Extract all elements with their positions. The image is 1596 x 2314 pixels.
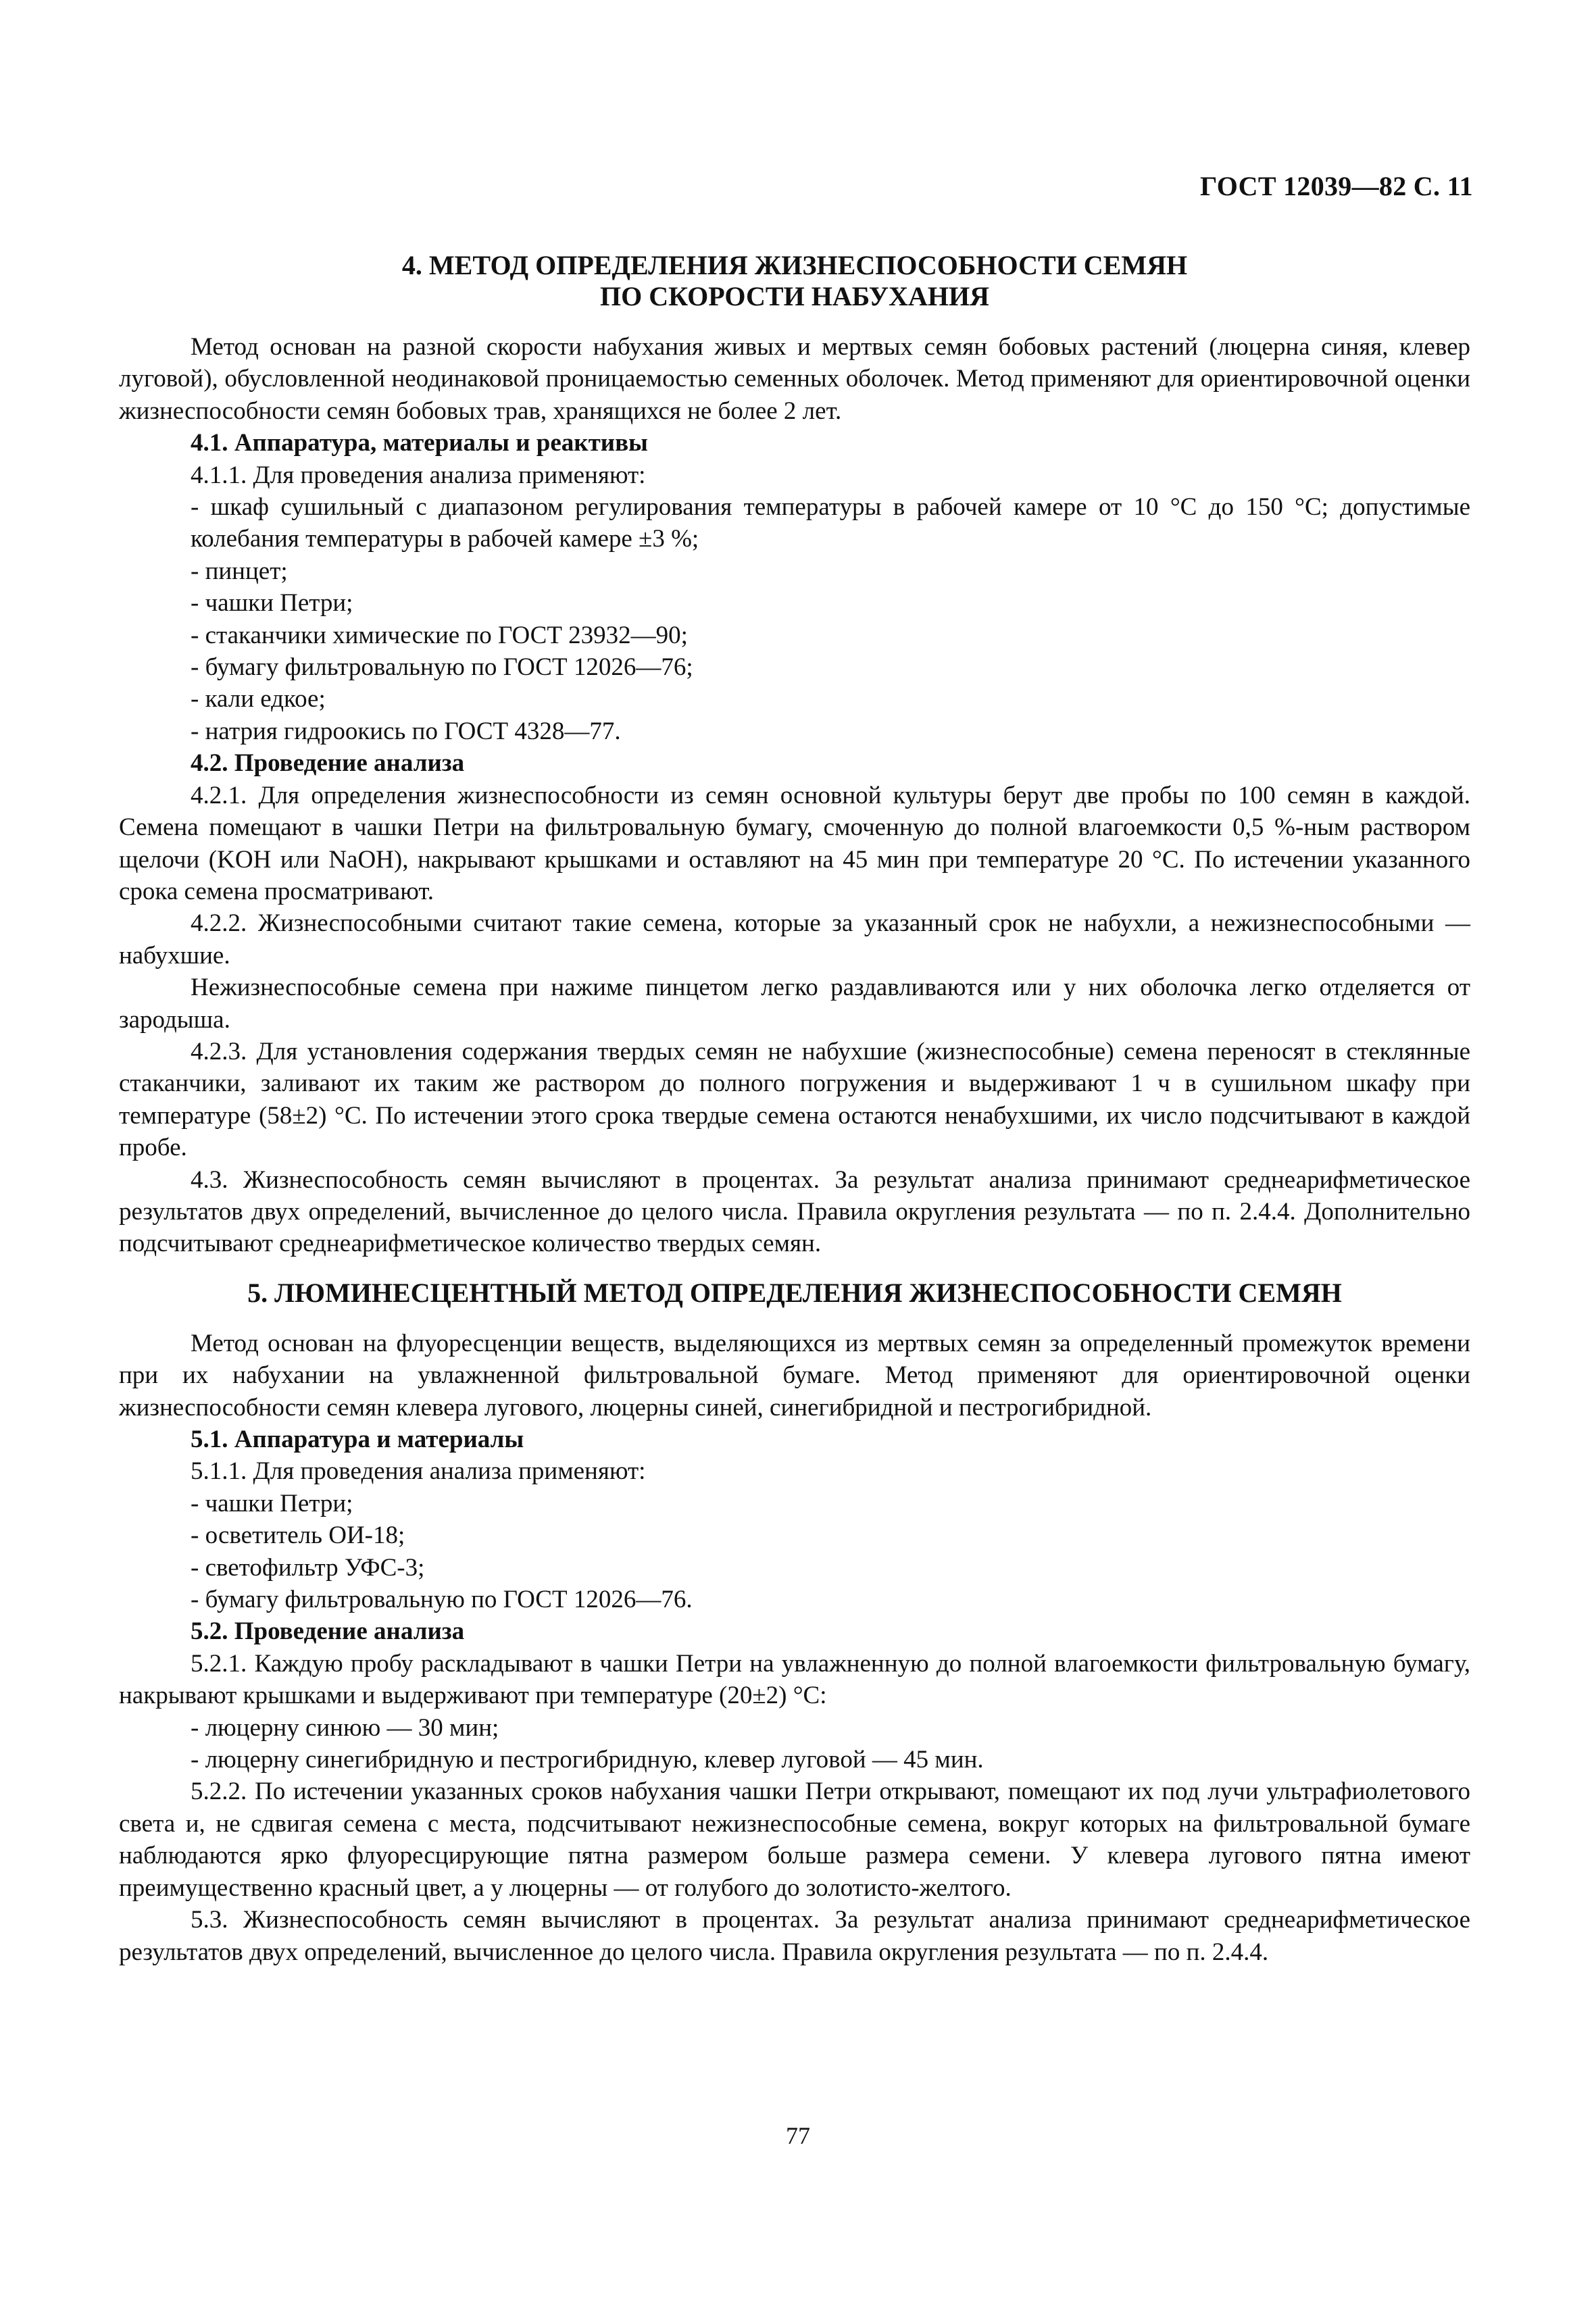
list-item: - стаканчики химические по ГОСТ 23932—90; xyxy=(191,621,688,649)
list-item: - кали едкое; xyxy=(191,685,326,713)
document-body xyxy=(119,250,1470,1968)
list-item: - бумагу фильтровальную по ГОСТ 12026—76. xyxy=(191,1586,693,1614)
section-4-title-line2: ПО СКОРОСТИ НАБУХАНИЯ xyxy=(600,281,989,311)
list-item: - светофильтр УФС-3; xyxy=(191,1553,425,1582)
section-5-intro: Метод основан на флуоресценции веществ, выделяющихся из мертвых семян за определенный промежуток времени при их набухании на увлажненной фильтровальной бумаге. Метод применяют для ориентировочной оценки жизнеспособности семян клевера лугового, люцерны синей, синегибридной и пестрогибридной. xyxy=(119,1329,1470,1422)
paragraph-4-3: 4.3. Жизнеспособность семян вычисляют в процентах. За результат анализа принимают среднеарифметическое результатов двух определений, вычисленное до целого числа. Правила округления результата — по п. 2.4.4. Дополнительно подсчитывают среднеарифметическое количество твердых семян. xyxy=(119,1165,1470,1258)
paragraph-4-2-1: 4.2.1. Для определения жизнеспособности из семян основной культуры берут две пробы по 100 семян в каждой. Семена помещают в чашки Петри на фильтровальную бумагу, смоченную до полной влагоемкости 0,5 %-ным раствором щелочи (KOH или NaOH), накрывают крышками и оставляют на 45 мин при температуре 20 °С. По истечении указанного срока семена просматривают. xyxy=(119,781,1470,905)
subsection-5-2-title: 5.2. Проведение анализа xyxy=(191,1617,465,1646)
subsection-5-1-title: 5.1. Аппаратура и материалы xyxy=(191,1426,524,1453)
paragraph-5-3: 5.3. Жизнеспособность семян вычисляют в процентах. За результат анализа принимают среднеарифметическое результатов двух определений, вычисленное до целого числа. Правила округления результата — по п. 2.4.4. xyxy=(119,1906,1470,1966)
section-5-title: 5. ЛЮМИНЕСЦЕНТНЫЙ МЕТОД ОПРЕДЕЛЕНИЯ ЖИЗНЕСПОСОБНОСТИ СЕМЯН xyxy=(247,1277,1342,1308)
section-4-intro: Метод основан на разной скорости набухания живых и мертвых семян бобовых растений (люцерна синяя, клевер луговой), обусловленной неодинаковой проницаемостью семенных оболочек. Метод применяют для ориентировочной оценки жизнеспособности семян бобовых трав, хранящихся не более 2 лет. xyxy=(119,333,1470,425)
paragraph-4-2-3: 4.2.3. Для установления содержания твердых семян не набухшие (жизнеспособные) семена переносят в стеклянные стаканчики, заливают их таким же раствором до полного погружения и выдерживают 1 ч в сушильном шкафу при температуре (58±2) °С. По истечении этого срока твердые семена остаются ненабухшими, их число подсчитывают в каждой пробе. xyxy=(119,1037,1470,1162)
list-item: - чашки Петри; xyxy=(191,589,353,618)
section-4-title-line1: 4. МЕТОД ОПРЕДЕЛЕНИЯ ЖИЗНЕСПОСОБНОСТИ СЕМЯН xyxy=(401,250,1188,280)
subsection-4-1-title: 4.1. Аппаратура, материалы и реактивы xyxy=(191,429,648,457)
list-item: - люцерну синюю — 30 мин; xyxy=(191,1713,499,1742)
paragraph-4-2-2-note: Нежизнеспособные семена при нажиме пинцетом легко раздавливаются или у них оболочка легко отделяется от зародыша. xyxy=(119,974,1470,1034)
document-header: ГОСТ 12039—82 С. 11 xyxy=(1199,171,1473,201)
list-item: - бумагу фильтровальную по ГОСТ 12026—76; xyxy=(191,653,693,682)
paragraph-5-2-2: 5.2.2. По истечении указанных сроков набухания чашки Петри открывают, помещают их под лучи ультрафиолетового света и, не сдвигая семена с места, подсчитывают нежизнеспособные семена, вокруг которых на фильтровальной бумаге наблюдаются ярко флуоресцирующие пятна размером больше размера семени. У клевера лугового пятна имеют преимущественно красный цвет, а у люцерны — от голубого до золотисто-желтого. xyxy=(119,1778,1470,1902)
list-item: - пинцет; xyxy=(191,557,288,585)
list-item: - натрия гидроокись по ГОСТ 4328—77. xyxy=(191,717,621,745)
paragraph-4-2-2: 4.2.2. Жизнеспособными считают такие семена, которые за указанный срок не набухли, а нежизнеспособными — набухшие. xyxy=(119,909,1470,970)
paragraph-4-1-1: 4.1.1. Для проведения анализа применяют: xyxy=(191,461,646,489)
paragraph-5-1-1: 5.1.1. Для проведения анализа применяют: xyxy=(191,1457,646,1486)
subsection-4-2-title: 4.2. Проведение анализа xyxy=(191,749,465,778)
list-item: - чашки Петри; xyxy=(191,1489,353,1517)
list-item: - люцерну синегибридную и пестрогибридную, клевер луговой — 45 мин. xyxy=(191,1746,984,1774)
page-number: 77 xyxy=(786,2122,810,2149)
list-item-drying-cabinet: - шкаф сушильный с диапазоном регулирования температуры в рабочей камере от 10 °С до 150 °С; допустимые колебания температуры в рабочей камере ±3 %; xyxy=(191,493,1470,553)
paragraph-5-2-1: 5.2.1. Каждую пробу раскладывают в чашки Петри на увлажненную до полной влагоемкости фильтровальную бумагу, накрывают крышками и выдерживают при температуре (20±2) °С: xyxy=(119,1649,1470,1710)
list-item: - осветитель ОИ-18; xyxy=(191,1521,405,1550)
section-4-title xyxy=(119,250,1470,312)
